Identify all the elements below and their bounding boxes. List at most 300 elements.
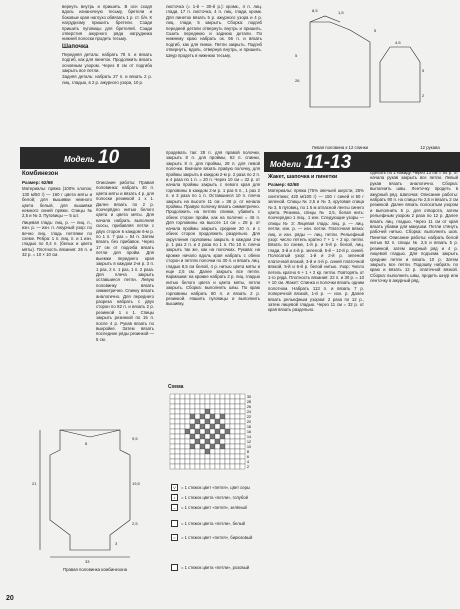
legend-text-1: = 1 стежок цвет «петля», цвет серы [181,485,250,490]
chart-title: Схема [168,384,184,390]
top-right-caption-left: Левая половина к 12 спинки [311,145,369,150]
chart-cell [195,449,200,454]
chart-cell [170,444,175,449]
chart-row-number: 26 [247,405,251,409]
chart-cell [225,429,230,434]
intro-text: вернуть внутрь и пришить. В осн сходя вдоль изнаночную тесьму, бретели и боковые края наглухо обвязать 1 р. ст. б/н. К нагрудному пришить бретели. Сзади пришить пуговицы для бретелей. Сзади отверстия ажурного ряда нагрудника нижней полоски продеть тесьму. [62,4,152,42]
hat-text-2: Задняя деталь: набрать 27 п. и вязать 2 р. лиц. гладью, в 2 р. ажурного узора, 10 р. [62,74,152,85]
chart-cell [185,424,190,429]
chart-cell [170,409,175,414]
chart-cell [215,449,220,454]
chart-cell [180,449,185,454]
chart-cell [210,444,215,449]
chart-cell [215,424,220,429]
chart-cell [205,419,210,424]
legend-row-5 [171,534,252,541]
chart-cell [220,394,225,399]
chart-cell [200,454,205,459]
chart-cell [215,439,220,444]
legend-symbol-dot [171,494,178,501]
chart-cell [170,459,175,464]
chart-cell [170,429,175,434]
middle-column [166,150,260,382]
chart-cell [200,429,205,434]
chart-cell [220,444,225,449]
chart-cell [220,449,225,454]
legend-row-6 [171,564,249,571]
model-10-number: 10 [98,147,120,168]
chart-cell [185,449,190,454]
chart-cell [235,419,240,424]
chart-cell [195,394,200,399]
chart-cell [200,399,205,404]
chart-cell [220,424,225,429]
chart-cell [175,419,180,424]
chart-cell [225,439,230,444]
chart-cell [230,459,235,464]
chart-cell [215,404,220,409]
chart-cell [190,459,195,464]
chart-cell [200,439,205,444]
chart-cell [235,394,240,399]
bodysuit-caption: Правая половинка комбинезона [62,567,128,572]
chart-cell [195,434,200,439]
chart-cell [190,464,195,469]
model-11-13-title: Жакет, шапочка и пинетки [268,174,338,180]
chart-row-number: 6 [247,455,249,459]
chart-cell [170,454,175,459]
top-middle-column [166,4,262,146]
dim-2: 1,5 [338,10,344,15]
chart-cell [175,454,180,459]
dim-5: 26 [295,78,300,83]
chart-cell [190,394,195,399]
chart-cell [200,444,205,449]
chart-cell [195,424,200,429]
model-10-title: Комбинезон [22,171,59,177]
chart-cell [180,414,185,419]
chart-cell [235,439,240,444]
chart-cell [175,434,180,439]
chart-cell [215,459,220,464]
legend-row-4 [171,520,245,527]
chart-cell [190,444,195,449]
schem-dim-6: 3 [115,541,118,546]
chart-cell [240,439,245,444]
model-10-col-right [96,180,154,425]
model-11-13-label: Модели [270,160,301,169]
chart-cell [225,414,230,419]
chart-cell [240,449,245,454]
chart-cell [190,439,195,444]
chart-row-number: 10 [247,445,251,449]
chart-cell [185,464,190,469]
chart-cell [190,419,195,424]
chart-row-number: 4 [247,460,249,464]
chart-cell [190,409,195,414]
chart-cell [180,394,185,399]
chart-cell [190,414,195,419]
chart-cell [175,414,180,419]
chart-cell [230,394,235,399]
chart-cell [190,399,195,404]
chart-cell [225,399,230,404]
model-10-materials: Материалы: пряжа (100% хлопок; 130 м/50 г) — 160 г цвета мяты и белой; для вышивки немного цвета белый, для вышивки немного синей пряжи. Спицы № 2,5 и № 3. Пуговицы — 5 шт. [22,186,92,219]
schem-dim-1: 21 [32,481,37,486]
chart-cell [235,444,240,449]
chart-cell [220,459,225,464]
chart-cell [225,454,230,459]
chart-cell [180,409,185,414]
chart-cell [220,454,225,459]
dim-1: 8,5 [312,8,318,13]
chart-cell [225,459,230,464]
chart-cell [210,439,215,444]
chart-cell [175,409,180,414]
dim-4: 5 [295,53,298,58]
chart-cell [230,414,235,419]
chart-cell [215,394,220,399]
chart-row-number: 18 [247,425,251,429]
chart-cell [190,424,195,429]
chart-cell [170,464,175,469]
chart-cell [240,459,245,464]
chart-cell [240,399,245,404]
chart-cell [200,414,205,419]
chart-cell [170,414,175,419]
top-right-caption-right: 12 рукава [420,145,440,150]
legend-symbol-empty [171,520,178,527]
chart-cell [240,414,245,419]
chart-cell [190,454,195,459]
chart-cell [205,424,210,429]
model-10-label: Модель [64,155,95,164]
chart-cell [240,424,245,429]
chart-cell [230,434,235,439]
chart-cell [175,464,180,469]
chart-cell [205,444,210,449]
chart-cell [185,434,190,439]
chart-cell [205,409,210,414]
chart-cell [185,459,190,464]
dim-6: 5 [422,68,425,73]
top-middle-text: листочка (= 1-й – 30-й р.): кромк., 4 п. лиц. глади, 17 п. листочка, 4 п. лиц. глади, кромк. Для пинеток вязать 5 р. ажурного узора и 4 р. лиц. глади, 5 закрыть. Сборка: подгиб передней детали отвернуть внутрь и пришить. Сшить переднюю и заднюю детали. По нижнему краю набрать ок. 56 п. и вязать подгиб, как для пинки. Петли закрыть. Подгиб отвернуть, вдоль, отвернув внутрь, и пришить. Шнур продеть в нижнюю тесьму. [166,4,262,58]
legend-text-4: = 1 стежок цвета «петли», белый [181,521,245,526]
chart-cell [210,459,215,464]
chart-cell [235,429,240,434]
legend-text-5: = 1 стежок цвет «петля», бирюзовый [181,535,253,540]
chart-cell [210,409,215,414]
chart-cell [195,419,200,424]
chart-cell [180,399,185,404]
chart-cell [230,444,235,449]
bodysuit-outline [50,430,130,550]
legend-symbol-empty-2 [171,564,178,571]
chart-cell [215,409,220,414]
hat-text-1: Передняя деталь: набрать 78 п. и вязать подгиб, как для пинеток. Продолжить вязать основным узором. Через 8 см от подгиба закрыть все петли. [62,51,152,74]
chart-cell [200,434,205,439]
chart-cell [170,419,175,424]
chart-cell [235,449,240,454]
chart-cell [235,424,240,429]
chart-cell [170,434,175,439]
chart-cell [215,454,220,459]
chart-cell [225,464,230,469]
chart-cell [205,394,210,399]
middle-column-text: продевать так: 28 п. для правой полочки, закрыть 8 п. для проймы, 62 п. спинки, закрыть 8 п. для проймы, 28 п. для левой полочки. Вначале вязать правую полочку, для проймы закрыть в каждом 2-м р. 2 раза по 2 п. и 4 раза по 1 п. = 20 п. Через 10 см = 32 р. от начала проймы закрыть с левого края для горловины в каждом 2-м р. 1 раз 5 п., 1 раз 2 п. и 3 раза по 1 п. Оставшиеся 10 п. плеча закрыть на высоте 11 см = 38 р. от начала проймы. Правую полочку вязать симметрично. Продолжить на петлях спинки, убавить с обеих сторон пройм, как на полочке = 46 п. Для горловины на высоте 14 см = 28 р. от начала проймы закрыть средние 20 п. и с обеих сторон продолжить раздельно. Для округления горловины закрыть в каждом 2-м р. 1 раз 2 п. и 2 раза по 1 п. По 10 п. плеча закрыть так же, как на полочках. Рукава: на кромке начало вдоль края набрать с обеих сторон и петлях полочки по 30 п. и вязать лиц. гладью 8,5 см белой, 4 р. нитью цвета мяты и еще 2,5 см. Далее закрыть все петли. Кармашки: на кромке набрать 2 р. лиц. гладью нитью белого цвета и цвета мяты, петли закрыть. Сборка: выполнить швы. По краю горловины набрать 80 п. и вязать 2 р. резинкой. Нашить пуговицы и выполнить вышивку. [166,150,260,307]
model-10-band [20,147,150,169]
chart-cell [215,399,220,404]
chart-row-number: 2 [247,465,249,469]
chart-cell [240,419,245,424]
chart-cell [180,434,185,439]
chart-cell [195,464,200,469]
legend-row-3 [171,504,247,511]
chart-cell [185,404,190,409]
chart-cell [180,404,185,409]
chart-cell [185,394,190,399]
chart-cell [175,439,180,444]
legend-symbol-v [171,484,178,491]
chart-cell [190,429,195,434]
chart-cell [175,459,180,464]
dim-8: 4,5 [395,40,401,45]
schem-dim-3: 19,5 [132,481,140,486]
chart-cell [200,459,205,464]
chart-cell [205,459,210,464]
chart-cell [240,394,245,399]
chart-cell [220,464,225,469]
chart-cell [220,429,225,434]
chart-row-number: 22 [247,415,251,419]
schem-dim-5: 8 [85,441,88,446]
chart-cell [235,434,240,439]
chart-cell [200,424,205,429]
chart-cell [210,414,215,419]
chart-cell [220,409,225,414]
chart-cell [215,434,220,439]
chart-cell [230,404,235,409]
chart-cell [195,399,200,404]
chart-cell [200,419,205,424]
chart-cell [200,449,205,454]
chart-cell [185,439,190,444]
chart-cell [215,429,220,434]
chart-cell [210,394,215,399]
chart-cell [200,464,205,469]
chart-cell [175,424,180,429]
chart-cell [185,444,190,449]
model-11-13-col-2 [370,170,458,602]
schem-dim-7: 33 [85,559,90,564]
chart-cell [175,444,180,449]
chart-cell [240,409,245,414]
chart-cell [205,454,210,459]
chart-cell [215,464,220,469]
chart-cell [225,449,230,454]
dim-3: 5 [374,28,377,33]
chart-cell [175,449,180,454]
chart-cell [180,429,185,434]
chart-cell [210,419,215,424]
chart-cell [180,454,185,459]
chart-cell [170,394,175,399]
chart-cell [235,459,240,464]
chart-cell [195,444,200,449]
model-11-13-col-1 [268,182,364,602]
chart-cell [210,434,215,439]
model-10-size: Размер: 62/68 [22,180,53,185]
chart-cell [215,419,220,424]
stitch-chart [168,392,258,480]
model-10-right-text: Описание работы: Правая половинка: набрать 40 п. цвета мяты и вязать 4 р. для полоски резинкой 1 х 1. Далее вязать по 2 р. поочерёдно нитью белого цвета и цвета мяты. Для начала набрать выполняя скосы, прибавляя петли с двух сторон в каждом 6-м р. по 1 п. 7 раз = 54 п. Затем вязать без прибавок. Через 17 см от подгиба вязать петли для пройм. Для выемки переднего края закрыть в каждом 2-м р. 3 п. 1 раз, 2 п. 1 раз, 1 п. 2 раза. Для плеча закрыть оставшиеся петли. Левую половинку вязать симметрично. Спинку вязать аналогично. Для переднего разреза набрать с двух сторон по 82 п. и вязать 2 р. резинкой 1 х 1. Спицы закрыть резинкой по 15 п. после 4 р. Рукав вязать по выкройке. Затем вязать последние ряды резинкой — 5 см. [96,180,154,342]
chart-cell [175,399,180,404]
chart-cell [225,444,230,449]
chart-cell [195,429,200,434]
chart-cell [195,459,200,464]
chart-cell [225,434,230,439]
top-right-schematic [270,2,460,152]
chart-cell [195,414,200,419]
chart-cell [210,404,215,409]
chart-cell [200,409,205,414]
chart-cell [220,439,225,444]
bodysuit-schematic [30,425,160,565]
chart-cell [210,399,215,404]
chart-cell [240,444,245,449]
chart-cell [220,404,225,409]
legend-row-2 [171,494,248,501]
chart-cell [170,404,175,409]
chart-cell [185,429,190,434]
chart-cell [170,449,175,454]
dim-7: 2 [422,93,425,98]
chart-cell [235,409,240,414]
chart-cell [240,429,245,434]
chart-cell [235,399,240,404]
chart-cell [180,424,185,429]
chart-row-number: 14 [247,435,251,439]
chart-cell [185,414,190,419]
back-outline [310,22,370,107]
chart-cell [170,399,175,404]
chart-cell [215,444,220,449]
chart-row-number: 16 [247,430,251,434]
page-number: 20 [6,595,14,602]
legend-symbol-circle [171,534,178,541]
chart-cell [175,394,180,399]
chart-cell [185,419,190,424]
chart-cell [180,464,185,469]
model-11-13-col2-text: сделать по 1 накиду. Через 13 см = 64 р. от начала рукав закрыть все петли. Левый рукав вязать аналогично. Сборка: выполнить швы. Ленточку продеть в ажурный ряд. Шапочка: Описание работы: набрать 90 п. на спицы № 2,5 и вязать 2 см резинкой. Далее вязать полосатым узором и выполнить 5 р. для отворота, затем рельефным узором 2 раза по 12 р. Далее вязать лиц. гладью. Через 11 см от края вязать убавки для макушки. Петли стянуть рабочей нитью. Сборка: выполнить шов. Пинетки: Описание работы: набрать белой нитью 52 п. спицы № 2,5 и вязать 5 р. резинкой, затем ажурный ряд и 4 р. лицевой гладью. Для подъема закрыть средние петли и вязать 10 р. Затем закрыть все петли. Подошву набрать по краю и вязать 12 р. платочной вязкой. Сборка: выполнить швы, продеть шнур или ленточку в ажурный ряд. [370,170,458,284]
chart-cell [180,419,185,424]
chart-cell [175,429,180,434]
chart-cell [220,419,225,424]
chart-cell [220,414,225,419]
chart-row-number: 12 [247,440,251,444]
chart-cell [215,414,220,419]
chart-cell [200,404,205,409]
chart-cell [190,434,195,439]
chart-cell [230,429,235,434]
model-11-13-size: Размер: 62/68 [268,182,299,187]
chart-row-number: 24 [247,410,251,414]
chart-cell [185,409,190,414]
chart-cell [205,414,210,419]
chart-cell [220,399,225,404]
chart-cell [220,434,225,439]
chart-cell [240,464,245,469]
legend-row-1 [171,484,250,491]
chart-cell [230,449,235,454]
chart-cell [210,429,215,434]
top-left-column [62,4,152,146]
chart-cell [205,434,210,439]
legend-symbol-dash [171,504,178,511]
chart-row-number: 8 [247,450,249,454]
schem-dim-4: 2,5 [132,521,138,526]
chart-row-number: 28 [247,400,251,404]
chart-cell [240,404,245,409]
chart-cell [170,424,175,429]
chart-cell [200,394,205,399]
chart-cell [235,454,240,459]
chart-cell [205,404,210,409]
schem-dim-2: 9,5 [132,436,138,441]
chart-cell [195,404,200,409]
chart-cell [195,454,200,459]
model-11-13-col1-text: Материалы: пряжа (75% овечьей шерсти, 25% синтетики; 420 м/100 г) — 150 г синей и 50 г зеленой. Спицы № 2,5 и № 3, круговая спица № 3, 5 пуговиц, по 1 5 м атласной ленты синего цвета. Резинка, спицы № 2,5, белая нить: поочередно 1 лиц., 1 изн. Следующие узоры — спицы № 3: Лицевая гладь: лиц. р. — лиц. петли, изн. р. — изн. петли. Платочная вязка: лиц. и изн. ряды — лиц. петли. Рельефный узор: число петель кратно 7 + 1 + 2 кр. петли. Вязать по схеме, 1-й р. и 5-й р. белой, лиц. глади, 3-й и 4-й р. зеленой, 5-й – 12-й р. синей. Полосатый узор: 1-й и 2-й р. зеленой платочной вязкой, 3-й и 4-й р. синей платочной вязкой, 5-й и 6-й р. белой нитью. Узор: Число петель кратно 6 + 1 + 2 кр. петли. Повторять от 1-го ряда. Плотность вязания: 22 п. и 30 р. = 10 × 10 см. Жакет: Спинка и полочки вязать одним полотном. Набрать 113 п. и вязать 7 р. поперечной вязкой, 1-й р. — изн. р. Далее вязать рельефным узором: 2 раза по 12 р., затем лицевой гладью. Через 11 см = 32 р. от края вязать раздельно. [268,188,364,313]
legend-text-3: = 1 стежок цвет «петля», зелёный [181,505,247,510]
chart-cell [230,409,235,414]
chart-cell [235,464,240,469]
chart-cell [230,454,235,459]
chart-cell [210,464,215,469]
chart-cell [230,399,235,404]
chart-cell [180,444,185,449]
chart-cell [205,439,210,444]
chart-cell [195,439,200,444]
chart-cell [240,454,245,459]
chart-row-number: 20 [247,420,251,424]
model-10-col-left [22,180,92,425]
chart-cell [235,404,240,409]
chart-cell [210,449,215,454]
legend-text-2: = 1 стежок цвета «петли», голубой [181,495,248,500]
chart-cell [210,454,215,459]
chart-cell [185,454,190,459]
chart-cell [205,399,210,404]
chart-cell [205,449,210,454]
legend-text-6: = 1 стежок цвета «петли», розовый [181,565,250,570]
chart-cell [225,409,230,414]
chart-cell [230,464,235,469]
chart-cell [195,409,200,414]
model-10-lower: Лицевая гладь: лиц. р. — лиц. п., изн. р. — изн. п. Ажурный узор: по вечно лиц. гладь петлями по схеме. Ребра: 1 п. лиц. п. и 1 изн. гладью по 0,4 п. (белых и цвета мяты). Плотность вязания: 26 п. и 32 р. = 10 × 10 см. [22,219,92,258]
chart-cell [170,439,175,444]
chart-cell [205,429,210,434]
chart-cell [230,419,235,424]
chart-cell [190,449,195,454]
chart-cell [230,439,235,444]
model-11-13-band [264,152,460,172]
chart-cell [225,394,230,399]
chart-cell [240,434,245,439]
model-11-13-number: 11-13 [304,152,352,173]
chart-cell [235,414,240,419]
chart-cell [205,464,210,469]
chart-cell [175,404,180,409]
